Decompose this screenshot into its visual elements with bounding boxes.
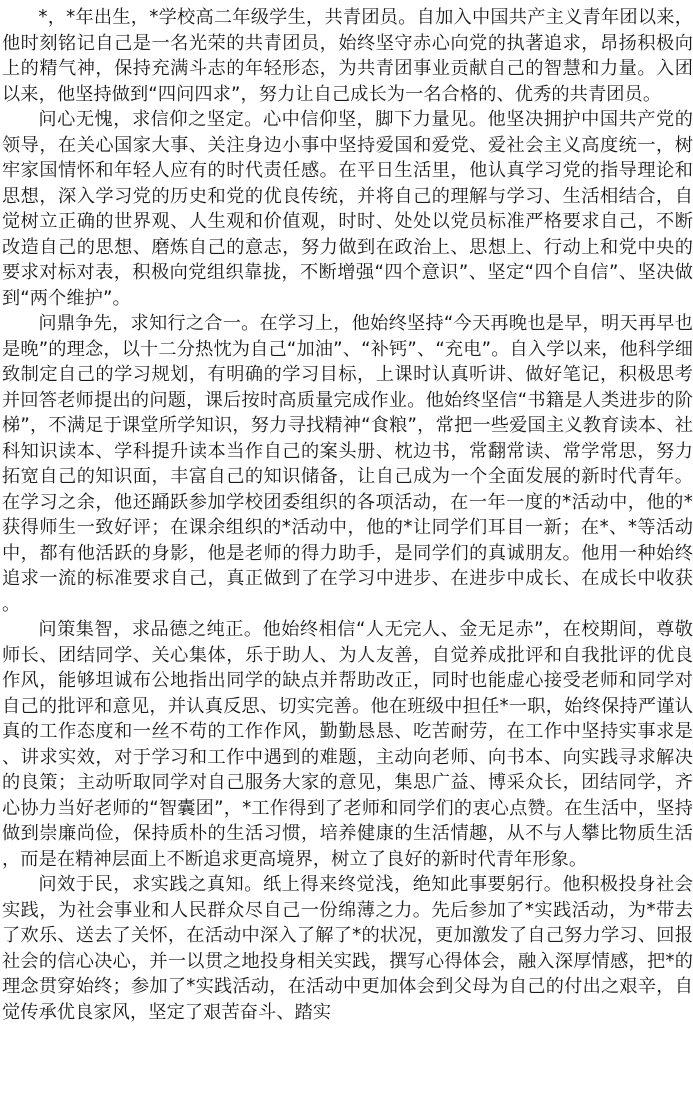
paragraph-faith: 问心无愧，求信仰之坚定。心中信仰坚，脚下力量见。他坚决拥护中国共产党的领导，在关心国家大事、关注身边小事中坚持爱国和爱党、爱社会主义高度统一，树牢家国情怀和年轻人应有的时代责任感。在平日生活里，他认真学习党的指导理论和思想，深入学习党的历史和党的优良传统，并将自己的理解与学习、生活相结合，自觉树立正确的世界观、人生观和价值观，时时、处处以党员标准严格要求自己，不断改造自己的思想、磨炼自己的意志，努力做到在政治上、思想上、行动上和党中央的要求对标对表，积极向党组织靠拢，不断增强“四个意识”、坚定“四个自信”、坚决做到“两个维护”。 <box>2 109 693 309</box>
paragraph-study: 问鼎争先，求知行之合一。在学习上，他始终坚持“今天再晚也是早，明天再早也是晚”的理念，以十二分热忱为自己“加油”、“补钙”、“充电”。自入学以来，他科学细致制定自己的学习规划，有明确的学习目标，上课时认真听讲、做好笔记，积极思考并回答老师提出的问题，课后按时高质量完成作业。他始终坚信“书籍是人类进步的阶梯”，不满足于课堂所学知识，努力寻找精神“食粮”，常把一些爱国主义教育读本、社科知识读本、学科提升读本当作自己的案头册、枕边书，常翻常读、常学常思，努力拓宽自己的知识面，丰富自己的知识储备，让自己成为一个全面发展的新时代青年。在学习之余，他还踊跃参加学校团委组织的各项活动，在一年一度的*活动中，他的*获得师生一致好评；在课余组织的*活动中，他的*让同学们耳目一新；在*、*等活动中，都有他活跃的身影，他是老师的得力助手，是同学们的真诚朋友。他用一种始终追求一流的标准要求自己，真正做到了在学习中进步、在进步中成长、在成长中收获。 <box>2 313 693 615</box>
paragraph-character: 问策集智，求品德之纯正。他始终相信“人无完人、金无足赤”，在校期间，尊敬师长、团结同学、关心集体，乐于助人、为人友善，自觉养成批评和自我批评的优良作风，能够坦诚布公地指出同学的缺点并帮助改正，同时也能虚心接受老师和同学对自己的批评和意见，并认真反思、切实完善。他在班级中担任*一职，始终保持严谨认真的工作态度和一丝不苟的工作作风，勤勤恳恳、吃苦耐劳，在工作中坚持实事求是、讲求实效，对于学习和工作中遇到的难题，主动向老师、向书本、向实践寻求解决的良策；主动听取同学对自己服务大家的意见，集思广益、博采众长，团结同学，齐心协力当好老师的“智囊团”，*工作得到了老师和同学们的衷心点赞。在生活中，坚持做到崇廉尚俭，保持质朴的生活习惯，培养健康的生活情趣，从不与人攀比物质生活，而是在精神层面上不断追求更高境界，树立了良好的新时代青年形象。 <box>2 619 693 870</box>
paragraph-intro: *，*年出生，*学校高二年级学生，共青团员。自加入中国共产主义青年团以来，他时刻铭记自己是一名光荣的共青团员，始终坚守赤心向党的执著追求，昂扬积极向上的精气神，保持充满斗志的年轻形态，为共青团事业贡献自己的智慧和力量。入团以来，他坚持做到“四问四求”，努力让自己成长为一名合格的、优秀的共青团员。 <box>2 7 693 105</box>
paragraph-practice: 问效于民，求实践之真知。纸上得来终觉浅，绝知此事要躬行。他积极投身社会实践，为社会事业和人民群众尽自己一份绵薄之力。先后参加了*实践活动，为*带去了欢乐、送去了关怀，在活动中深入了解了*的状况，更加激发了自己努力学习、回报社会的信心决心，并一以贯之地投身相关实践，撰写心得体会，融入深厚情感，把*的理念贯穿始终；参加了*实践活动，在活动中更加体会到父母为自己的付出之艰辛，自觉传承优良家风，坚定了艰苦奋斗、踏实 <box>2 874 693 1023</box>
